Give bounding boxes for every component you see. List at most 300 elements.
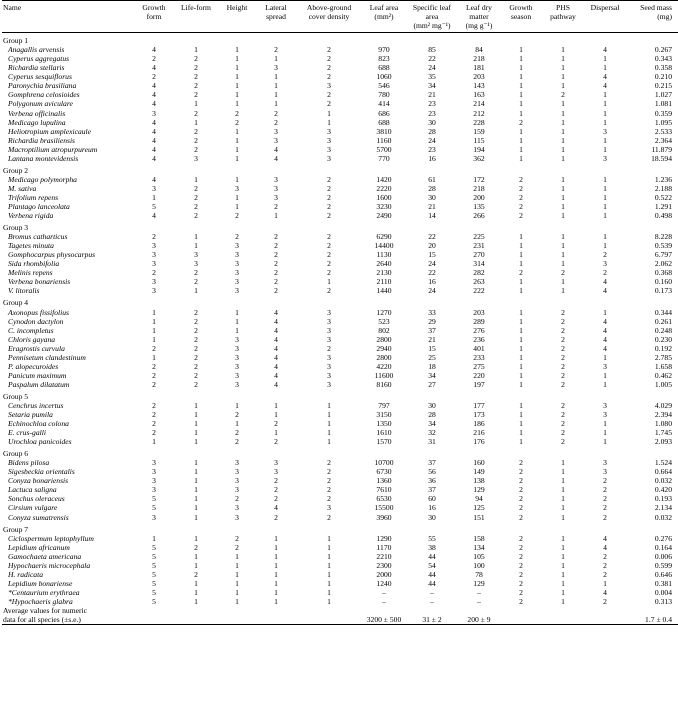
table-cell: 1 — [194, 410, 198, 420]
table-cell: 0.359 — [654, 108, 672, 118]
table-cell: 22 — [428, 268, 436, 278]
table-cell: 0.004 — [654, 587, 672, 597]
table-row — [2, 90, 678, 99]
table-cell: 2 — [603, 494, 607, 504]
table-cell: 1 — [194, 99, 198, 109]
table-cell: 1 — [194, 458, 198, 468]
table-cell: 1 — [561, 512, 565, 522]
table-cell: 1 — [519, 241, 523, 251]
table-cell: 1 — [327, 437, 331, 447]
table-cell: 1 — [561, 533, 565, 543]
table-cell: 1 — [235, 400, 239, 410]
table-row — [2, 202, 678, 211]
table-cell: 2 — [194, 268, 198, 278]
species-name: Plantago lanceolata — [8, 201, 70, 211]
table-cell: 1 — [235, 192, 239, 202]
table-cell: 1 — [194, 467, 198, 477]
table-cell: 1 — [274, 587, 278, 597]
species-name: Ciclospermum leptophyllum — [8, 533, 94, 543]
table-cell: 4 — [152, 63, 156, 73]
table-cell: 1 — [519, 277, 523, 287]
table-cell: 1420 — [376, 174, 392, 184]
table-cell: 1 — [235, 578, 239, 588]
table-cell: 2 — [603, 268, 607, 278]
table-cell: 1130 — [376, 250, 392, 260]
table-cell: 2 — [603, 485, 607, 495]
species-name: Gamochaeta americana — [8, 551, 82, 561]
group-label: Group 5 — [3, 391, 29, 401]
table-cell: 1 — [519, 419, 523, 429]
table-cell: 1 — [519, 361, 523, 371]
table-cell: 2 — [561, 419, 565, 429]
header-row — [2, 1, 678, 33]
group-label: Group 6 — [3, 449, 29, 459]
species-name: Cenchrus incertus — [8, 400, 64, 410]
table-row — [2, 401, 678, 410]
table-cell: 2 — [327, 512, 331, 522]
table-cell: 1 — [561, 569, 565, 579]
table-cell: 1 — [561, 587, 565, 597]
group-row — [2, 220, 678, 232]
table-cell: 1 — [152, 316, 156, 326]
table-cell: 4 — [603, 334, 607, 344]
table-cell: 688 — [378, 63, 390, 73]
table-cell: 56 — [428, 467, 436, 477]
table-cell: 1 — [603, 578, 607, 588]
table-cell: 4 — [603, 587, 607, 597]
table-cell: 1 — [561, 144, 565, 154]
table-row — [2, 308, 678, 317]
species-name: Axonopus fissifolius — [8, 307, 69, 317]
table-cell: 1 — [194, 596, 198, 606]
species-name: Paspalum dilatatum — [8, 379, 70, 389]
table-cell: 1 — [327, 596, 331, 606]
table-cell: 3 — [327, 153, 331, 163]
table-cell: 18.594 — [651, 153, 672, 163]
table-cell: – — [430, 596, 434, 606]
column-header — [542, 1, 584, 33]
table-cell: 6290 — [376, 232, 392, 242]
species-name: Lepidium bonariense — [8, 578, 73, 588]
averages-label — [2, 606, 134, 625]
table-cell: 3 — [235, 268, 239, 278]
table-cell: 1 — [274, 578, 278, 588]
table-cell: 2.364 — [654, 135, 672, 145]
table-cell: 34 — [428, 370, 436, 380]
table-cell: 1 — [519, 144, 523, 154]
table-cell: 2 — [561, 410, 565, 420]
table-cell: 3 — [235, 458, 239, 468]
table-cell: 3 — [152, 241, 156, 251]
group-row — [2, 295, 678, 307]
table-cell: 2 — [603, 503, 607, 513]
table-cell: 1 — [561, 201, 565, 211]
species-name: Medicago polymorpha — [8, 174, 77, 184]
table-cell: 4 — [152, 135, 156, 145]
table-cell: 212 — [473, 108, 485, 118]
table-cell: 2 — [194, 361, 198, 371]
species-name: Richardia brasiliensis — [8, 135, 76, 145]
table-cell: 31 — [428, 437, 436, 447]
table-cell: 770 — [378, 153, 390, 163]
table-cell: 3 — [327, 81, 331, 91]
table-cell: 3 — [327, 370, 331, 380]
table-cell: 3 — [194, 153, 198, 163]
table-cell: 2220 — [376, 183, 392, 193]
table-cell: 2 — [152, 428, 156, 438]
table-cell: 1 — [235, 201, 239, 211]
table-cell: 34 — [428, 81, 436, 91]
table-cell: 2 — [274, 494, 278, 504]
table-cell: 1 — [194, 419, 198, 429]
table-cell: 1 — [194, 560, 198, 570]
table-cell: 163 — [473, 90, 485, 100]
table-cell: 2 — [519, 569, 523, 579]
average-sla — [406, 606, 458, 625]
column-header-line: Life-form — [181, 3, 211, 12]
table-cell: 60 — [428, 494, 436, 504]
table-cell: 2640 — [376, 259, 392, 269]
table-cell: 1 — [235, 153, 239, 163]
table-cell: 2 — [152, 379, 156, 389]
table-cell: 1 — [603, 437, 607, 447]
table-cell: 2 — [194, 135, 198, 145]
table-cell: 1 — [194, 503, 198, 513]
table-cell: 2490 — [376, 211, 392, 221]
table-cell: 1 — [327, 117, 331, 127]
table-cell: 523 — [378, 316, 390, 326]
table-cell: 2 — [561, 325, 565, 335]
table-cell: 362 — [473, 153, 485, 163]
average-ldmc — [458, 606, 500, 625]
table-cell: 2 — [561, 343, 565, 353]
table-cell: 2 — [327, 54, 331, 64]
table-cell: 8160 — [376, 379, 392, 389]
table-cell: 282 — [473, 268, 485, 278]
table-cell: 0.006 — [654, 551, 672, 561]
empty-cell — [218, 606, 256, 625]
table-row — [2, 344, 678, 353]
table-cell: 2 — [327, 467, 331, 477]
table-row — [2, 428, 678, 437]
table-cell: 3 — [152, 476, 156, 486]
column-header-line: area — [425, 12, 439, 22]
group-row — [2, 389, 678, 401]
table-cell: 2 — [561, 370, 565, 380]
table-cell: 129 — [473, 485, 485, 495]
table-cell: 1 — [274, 81, 278, 91]
table-row — [2, 277, 678, 286]
table-cell: 2 — [235, 428, 239, 438]
table-cell: 2000 — [376, 569, 392, 579]
table-cell: 0.343 — [654, 54, 672, 64]
table-cell: 3 — [603, 410, 607, 420]
species-name: Gomphrena celosioides — [8, 90, 80, 100]
table-cell: 2 — [519, 268, 523, 278]
species-name: Conyza sumatrensis — [8, 512, 69, 522]
table-cell: 3 — [274, 183, 278, 193]
table-cell: 231 — [473, 241, 485, 251]
table-cell: 4 — [603, 316, 607, 326]
table-cell: 2 — [274, 108, 278, 118]
species-name: Anagallis arvensis — [8, 45, 65, 55]
table-cell: 2 — [194, 192, 198, 202]
table-cell: 2 — [327, 211, 331, 221]
table-cell: 1 — [561, 494, 565, 504]
table-cell: 1 — [274, 569, 278, 579]
table-cell: 401 — [473, 343, 485, 353]
table-cell: 1 — [603, 428, 607, 438]
table-cell: 4 — [603, 72, 607, 82]
table-cell: 84 — [475, 45, 483, 55]
table-cell: 4 — [603, 325, 607, 335]
table-cell: 2 — [194, 63, 198, 73]
species-name: Verbena rigida — [8, 211, 54, 221]
table-row — [2, 485, 678, 494]
table-cell: 1 — [194, 494, 198, 504]
table-cell: 15 — [428, 250, 436, 260]
table-cell: 1 — [235, 126, 239, 136]
column-header-line: cover density — [308, 12, 350, 22]
table-cell: 5 — [152, 587, 156, 597]
table-cell: 2 — [194, 370, 198, 380]
table-cell: 1 — [519, 99, 523, 109]
table-cell: 1 — [194, 232, 198, 242]
species-name: H. radicata — [8, 569, 44, 579]
table-cell: 35 — [428, 72, 436, 82]
column-header — [406, 1, 458, 33]
table-cell: 3 — [152, 485, 156, 495]
table-cell: 2 — [274, 419, 278, 429]
table-cell: 38 — [428, 542, 436, 552]
table-cell: 414 — [378, 99, 390, 109]
table-row — [2, 317, 678, 326]
table-cell: 236 — [473, 334, 485, 344]
table-cell: 1 — [519, 325, 523, 335]
table-row — [2, 561, 678, 570]
table-cell: 4 — [152, 153, 156, 163]
table-row — [2, 335, 678, 344]
table-cell: 1 — [152, 352, 156, 362]
table-cell: 3 — [274, 458, 278, 468]
species-name: Setaria pumila — [8, 410, 53, 420]
table-cell: 4 — [274, 316, 278, 326]
table-cell: 1 — [274, 90, 278, 100]
species-name: Cirsium vulgare — [8, 503, 58, 513]
table-cell: 4 — [603, 542, 607, 552]
table-cell: 276 — [473, 325, 485, 335]
table-cell: 1 — [194, 117, 198, 127]
table-cell: 780 — [378, 90, 390, 100]
table-row — [2, 552, 678, 561]
table-cell: 2 — [327, 268, 331, 278]
table-cell: 546 — [378, 81, 390, 91]
table-cell: 3 — [603, 467, 607, 477]
table-cell: 37 — [428, 325, 436, 335]
table-cell: 3 — [274, 467, 278, 477]
table-cell: 4 — [152, 45, 156, 55]
species-name: Cyperus aggregatus — [8, 54, 70, 64]
table-cell: 2 — [519, 117, 523, 127]
table-cell: 1 — [519, 153, 523, 163]
table-cell: 197 — [473, 379, 485, 389]
table-cell: 2 — [561, 307, 565, 317]
table-cell: 1 — [519, 54, 523, 64]
table-cell: 289 — [473, 316, 485, 326]
table-row — [2, 534, 678, 543]
table-cell: 5 — [152, 596, 156, 606]
table-cell: 3 — [152, 277, 156, 287]
table-cell: 1 — [561, 126, 565, 136]
table-cell: 4 — [603, 45, 607, 55]
species-name: Echinochloa colona — [8, 419, 69, 429]
table-row — [2, 54, 678, 63]
table-cell: 2 — [274, 286, 278, 296]
table-cell: 1 — [519, 316, 523, 326]
table-cell: 2 — [519, 560, 523, 570]
table-cell: 1 — [274, 542, 278, 552]
column-header — [256, 1, 296, 33]
table-cell: 1 — [561, 63, 565, 73]
table-cell: 21 — [428, 201, 436, 211]
table-cell: 2 — [274, 232, 278, 242]
table-cell: 2 — [194, 90, 198, 100]
species-name: Tagetes minuta — [8, 241, 54, 251]
table-cell: 2.062 — [654, 259, 672, 269]
table-cell: 54 — [428, 560, 436, 570]
table-cell: 105 — [473, 551, 485, 561]
table-cell: 3 — [235, 467, 239, 477]
table-cell: 2 — [235, 232, 239, 242]
table-cell: 3 — [235, 334, 239, 344]
table-cell: 3 — [603, 259, 607, 269]
table-cell: 1 — [274, 551, 278, 561]
table-cell: 1 — [327, 108, 331, 118]
table-cell: 3 — [274, 174, 278, 184]
table-cell: 1 — [561, 551, 565, 561]
table-cell: 1 — [274, 596, 278, 606]
table-cell: 2 — [152, 268, 156, 278]
footer-text: 31 ± 2 — [422, 615, 442, 624]
group-label: Group 2 — [3, 165, 29, 175]
table-cell: 1 — [561, 72, 565, 82]
table-cell: 2 — [194, 54, 198, 64]
table-cell: 1 — [194, 437, 198, 447]
table-cell: 1 — [603, 352, 607, 362]
table-cell: 3 — [152, 286, 156, 296]
table-cell: 2 — [327, 72, 331, 82]
table-cell: 1 — [274, 99, 278, 109]
table-cell: 2 — [519, 494, 523, 504]
table-cell: 0.276 — [654, 533, 672, 543]
table-cell: 1 — [561, 476, 565, 486]
table-row — [2, 543, 678, 552]
table-row — [2, 476, 678, 485]
table-cell: 1 — [561, 211, 565, 221]
table-cell: 3 — [152, 183, 156, 193]
species-name: V. litoralis — [8, 286, 40, 296]
table-row — [2, 410, 678, 419]
table-cell: 2 — [152, 361, 156, 371]
table-row — [2, 362, 678, 371]
table-cell: 1 — [194, 174, 198, 184]
species-name: *Centaurium erythraea — [8, 587, 80, 597]
group-label: Group 1 — [3, 36, 29, 46]
table-cell: 2 — [327, 232, 331, 242]
table-cell: 2 — [194, 542, 198, 552]
table-cell: 3 — [274, 126, 278, 136]
table-cell: 5 — [152, 560, 156, 570]
table-cell: 1 — [327, 551, 331, 561]
table-cell: 1 — [561, 192, 565, 202]
table-cell: 1 — [603, 54, 607, 64]
table-cell: 1 — [235, 72, 239, 82]
species-name: Sida rhombifolia — [8, 259, 60, 269]
table-cell: 1 — [327, 578, 331, 588]
table-cell: 2 — [327, 183, 331, 193]
table-cell: 1 — [561, 117, 565, 127]
table-cell: 0.522 — [654, 192, 672, 202]
table-cell: 1 — [235, 560, 239, 570]
table-cell: 0.420 — [654, 485, 672, 495]
table-cell: 1 — [235, 316, 239, 326]
group-label: Group 4 — [3, 298, 29, 308]
table-cell: 16 — [428, 503, 436, 513]
table-cell: 1 — [194, 45, 198, 55]
table-cell: 5 — [152, 201, 156, 211]
table-cell: 30 — [428, 117, 436, 127]
table-cell: 2 — [519, 201, 523, 211]
table-cell: 2 — [152, 410, 156, 420]
species-name: Medicago lupulina — [8, 117, 66, 127]
table-cell: 2 — [561, 437, 565, 447]
table-cell: 3 — [194, 259, 198, 269]
table-cell: 686 — [378, 108, 390, 118]
column-header — [174, 1, 218, 33]
table-cell: 823 — [378, 54, 390, 64]
table-cell: 2 — [519, 183, 523, 193]
species-name: Bidens pilosa — [8, 458, 50, 468]
table-cell: 2 — [274, 117, 278, 127]
table-cell: 228 — [473, 117, 485, 127]
table-cell: 270 — [473, 250, 485, 260]
table-cell: 4 — [274, 153, 278, 163]
table-cell: 2 — [519, 211, 523, 221]
table-cell: 3 — [327, 503, 331, 513]
table-row — [2, 458, 678, 467]
table-cell: 3 — [235, 241, 239, 251]
table-cell: 1 — [327, 400, 331, 410]
table-cell: 2 — [327, 45, 331, 55]
table-cell: 4 — [274, 325, 278, 335]
table-cell: 5 — [152, 551, 156, 561]
table-cell: 2 — [327, 241, 331, 251]
table-cell: 1160 — [376, 135, 392, 145]
table-cell: 2 — [603, 512, 607, 522]
table-cell: 1 — [327, 587, 331, 597]
table-cell: 2.785 — [654, 352, 672, 362]
column-header-line: Dispersal — [590, 3, 620, 12]
table-cell: 3 — [603, 400, 607, 410]
species-name: Paronychia brasiliana — [8, 81, 77, 91]
table-cell: 4 — [603, 343, 607, 353]
table-cell: 1 — [194, 286, 198, 296]
table-cell: 1 — [603, 117, 607, 127]
table-cell: 2 — [235, 542, 239, 552]
table-cell: 1 — [519, 307, 523, 317]
table-cell: 0.248 — [654, 325, 672, 335]
table-cell: 78 — [475, 569, 483, 579]
